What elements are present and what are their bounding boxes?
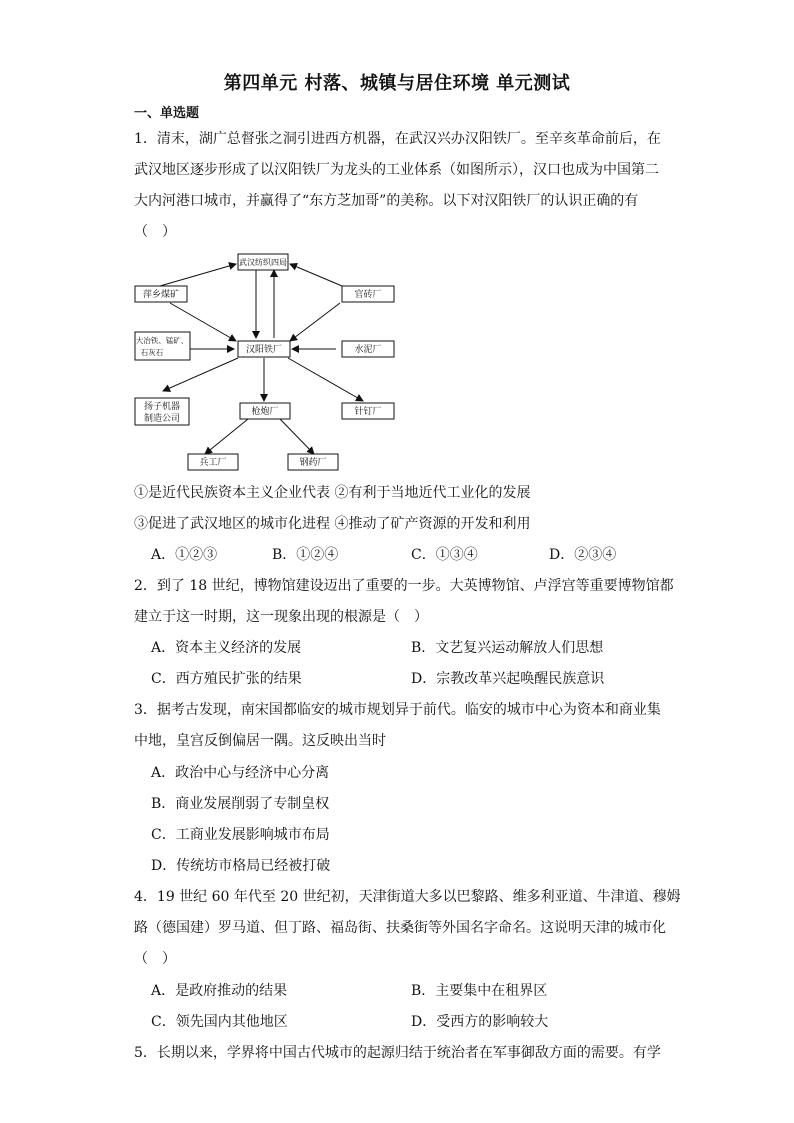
q3-option-a[interactable]: A．政治中心与经济中心分离: [151, 765, 330, 781]
node-wuhan-label: 武汉纺织四局: [239, 258, 287, 267]
q3-line-2: 中地，皇宫反倒偏居一隅。这反映出当时: [134, 733, 386, 749]
arrow-qiangpao-to-binggong: [205, 419, 248, 454]
q3-option-d[interactable]: D．传统坊市格局已经被打破: [151, 858, 331, 874]
q5-line-1: 5．长期以来，学界将中国古代城市的起源归结于统治者在军事御敌方面的需要。有学: [134, 1045, 661, 1061]
arrow-hanyang-to-zhending: [288, 358, 363, 401]
q2-line-1: 2．到了 18 世纪，博物馆建设迈出了重要的一步。大英博物馆、卢浮宫等重要博物馆都: [134, 578, 674, 594]
page-title: 第四单元 村落、城镇与居住环境 单元测试: [223, 73, 571, 94]
q3-option-c[interactable]: C．工商业发展影响城市布局: [151, 827, 330, 843]
node-zhending-label: 针钉厂: [354, 407, 382, 417]
q4-option-d[interactable]: D．受西方的影响较大: [411, 1014, 549, 1030]
q2-option-b[interactable]: B．文艺复兴运动解放人们思想: [411, 640, 604, 656]
node-gangyao-label: 钢药厂: [299, 458, 327, 468]
node-guanzhuan-label: 官砖厂: [354, 290, 382, 300]
q2-option-c[interactable]: C．西方殖民扩张的结果: [151, 671, 302, 687]
q4-option-a[interactable]: A．是政府推动的结果: [151, 983, 288, 999]
industry-flow-diagram: [130, 246, 410, 476]
node-binggong-label: 兵工厂: [199, 458, 227, 468]
q2-line-2: 建立于这一时期，这一现象出现的根源是（ ）: [134, 609, 428, 625]
q1-option-b[interactable]: B．①②④: [272, 547, 339, 563]
node-qiangpao-label: 枪炮厂: [251, 407, 279, 417]
arrow-hanyang-to-yangzi: [163, 358, 238, 391]
node-daye-label-2: 石灰石: [140, 348, 164, 357]
node-pingxiang-label: 萍乡煤矿: [142, 290, 180, 300]
q1-statements-2: ③促进了武汉地区的城市化进程 ④推动了矿产资源的开发和利用: [134, 516, 531, 532]
node-yangzi-label-2: 制造公司: [143, 414, 181, 424]
q3-option-b[interactable]: B．商业发展削弱了专制皇权: [151, 796, 330, 812]
q1-line-3: 大内河港口城市，并赢得了“东方芝加哥”的美称。以下对汉阳铁厂的认识正确的有: [134, 193, 639, 209]
q4-line-3: （ ）: [134, 951, 176, 967]
q1-statements-1: ①是近代民族资本主义企业代表 ②有利于当地近代工业化的发展: [134, 485, 531, 501]
arrow-pingxiang-to-wuhan: [160, 264, 236, 286]
q1-option-d[interactable]: D．②③④: [549, 547, 617, 563]
q1-line-2: 武汉地区逐步形成了以汉阳铁厂为龙头的工业体系（如图所示），汉口也成为中国第二: [134, 162, 659, 178]
q1-line-1: 1．清末，湖广总督张之洞引进西方机器，在武汉兴办汉阳铁厂。至辛亥革命前后，在: [134, 131, 661, 147]
q1-line-4: （ ）: [134, 224, 176, 240]
node-shuini-label: 水泥厂: [354, 345, 382, 355]
q2-option-d[interactable]: D．宗教改革兴起唤醒民族意识: [411, 671, 605, 687]
q1-option-a[interactable]: A．①②③: [151, 547, 218, 563]
q4-line-1: 4．19 世纪 60 年代至 20 世纪初，天津街道大多以巴黎路、维多利亚道、牛津道、穆姆: [134, 889, 681, 905]
arrow-guanzhuan-to-wuhan: [290, 264, 342, 286]
q1-option-c[interactable]: C．①③④: [411, 547, 478, 563]
q4-option-c[interactable]: C．领先国内其他地区: [151, 1014, 288, 1030]
section-heading: 一、单选题: [134, 106, 200, 121]
q2-option-a[interactable]: A．资本主义经济的发展: [151, 640, 302, 656]
q3-line-1: 3．据考古发现，南宋国都临安的城市规划异于前代。临安的城市中心为资本和商业集: [134, 702, 661, 718]
node-hanyang-label: 汉阳铁厂: [245, 345, 283, 355]
q4-option-b[interactable]: B．主要集中在租界区: [411, 983, 548, 999]
q4-line-2: 路（德国建）罗马道、但丁路、福岛街、扶桑街等外国名字命名。这说明天津的城市化: [134, 920, 666, 936]
arrow-guanzhuan-to-hanyang: [290, 303, 340, 341]
node-daye-label-1: 大冶铁、锰矿、: [135, 336, 189, 345]
node-yangzi-label-1: 扬子机器: [143, 402, 181, 412]
arrow-qiangpao-to-gangyao: [280, 419, 314, 454]
